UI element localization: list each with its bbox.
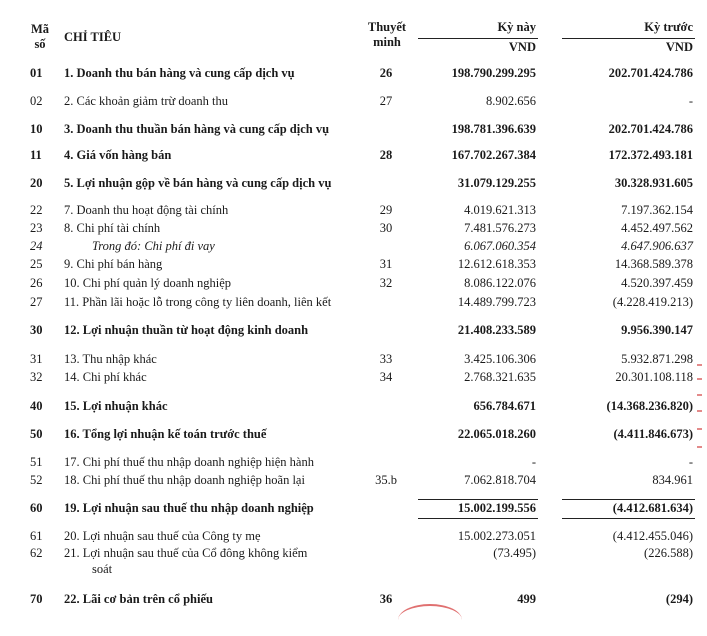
row-current-value: 3.425.106.306 [464, 352, 536, 366]
row-code: 40 [30, 399, 43, 413]
row-label: 5. Lợi nhuận gộp về bán hàng và cung cấp dịch vụ [64, 176, 332, 190]
row-label: 3. Doanh thu thuần bán hàng và cung cấp dịch vụ [64, 122, 330, 136]
row-note: 27 [379, 94, 393, 108]
header-chi-tieu: CHỈ TIÊU [64, 30, 122, 44]
row-previous-value: (4.228.419.213) [612, 295, 693, 309]
row-code: 23 [30, 221, 43, 235]
row-current-value: 8.902.656 [486, 94, 536, 108]
row-code: 62 [30, 546, 43, 560]
total-rule-previous-top [562, 499, 695, 500]
row-code: 02 [30, 94, 43, 108]
header-ky-nay-unit: VND [508, 40, 536, 54]
row-label: 16. Tổng lợi nhuận kế toán trước thuế [64, 427, 267, 441]
header-ky-nay: Kỳ này [497, 20, 536, 34]
red-stamp-fragment [398, 604, 462, 636]
row-code: 32 [30, 370, 43, 384]
row-current-value: 656.784.671 [473, 399, 536, 413]
row-code: 27 [30, 295, 43, 309]
row-note: 33 [379, 352, 393, 366]
row-previous-value: (226.588) [644, 546, 693, 560]
row-previous-value: 14.368.589.378 [614, 257, 693, 271]
red-margin-marks [693, 364, 707, 459]
row-previous-value: (294) [665, 592, 693, 606]
margin-mark [697, 378, 702, 380]
row-code: 50 [30, 427, 43, 441]
header-ky-truoc-unit: VND [665, 40, 693, 54]
total-rule-current-bottom [418, 518, 538, 519]
row-label: 2. Các khoản giảm trừ doanh thu [64, 94, 229, 108]
row-previous-value: (14.368.236.820) [606, 399, 693, 413]
row-label: Trong đó: Chi phí đi vay [92, 239, 215, 253]
row-code: 51 [30, 455, 43, 469]
row-code: 61 [30, 529, 43, 543]
row-code: 25 [30, 257, 43, 271]
row-code: 20 [30, 176, 43, 190]
row-current-value: 2.768.321.635 [464, 370, 536, 384]
row-current-value: 7.481.576.273 [464, 221, 536, 235]
margin-mark [697, 394, 702, 396]
row-note: 26 [379, 66, 393, 80]
row-previous-value: 20.301.108.118 [615, 370, 693, 384]
row-label: 7. Doanh thu hoạt động tài chính [64, 203, 229, 217]
row-label: 8. Chi phí tài chính [64, 221, 161, 235]
row-previous-value: (4.411.846.673) [613, 427, 693, 441]
row-code: 01 [30, 66, 43, 80]
row-previous-value: 7.197.362.154 [621, 203, 693, 217]
row-previous-value: 4.520.397.459 [621, 276, 693, 290]
row-previous-value: - [688, 455, 693, 469]
row-label: 9. Chi phí bán hàng [64, 257, 163, 271]
row-label: 14. Chi phí khác [64, 370, 147, 384]
row-code: 10 [30, 122, 43, 136]
row-note: 29 [379, 203, 393, 217]
row-previous-value: 202.701.424.786 [608, 122, 693, 136]
row-current-value: 7.062.818.704 [464, 473, 536, 487]
row-previous-value: 4.647.906.637 [621, 239, 693, 253]
row-note: 31 [379, 257, 393, 271]
row-code: 11 [30, 148, 42, 162]
row-code: 60 [30, 501, 43, 515]
row-label: 15. Lợi nhuận khác [64, 399, 168, 413]
row-current-value: 6.067.060.354 [464, 239, 536, 253]
row-current-value: 167.702.267.384 [451, 148, 536, 162]
header-thuyet-minh [362, 20, 412, 50]
row-previous-value: - [688, 94, 693, 108]
row-label: 17. Chi phí thuế thu nhập doanh nghiệp hiện hành [64, 455, 314, 469]
row-label: 1. Doanh thu bán hàng và cung cấp dịch vụ [64, 66, 295, 80]
row-label: 20. Lợi nhuận sau thuế của Công ty mẹ [64, 529, 261, 543]
row-code: 30 [30, 323, 43, 337]
row-code: 26 [30, 276, 43, 290]
row-label: 21. Lợi nhuận sau thuế của Cổ đông không kiểm [64, 546, 308, 560]
row-previous-value: (4.412.681.634) [612, 501, 693, 515]
row-label: 22. Lãi cơ bản trên cổ phiếu [64, 592, 213, 606]
row-previous-value: 4.452.497.562 [621, 221, 693, 235]
row-current-value: 14.489.799.723 [457, 295, 536, 309]
row-note: 28 [379, 148, 393, 162]
header-ky-nay-rule [418, 38, 538, 39]
row-current-value: 31.079.129.255 [457, 176, 536, 190]
row-previous-value: 834.961 [652, 473, 693, 487]
row-label-continued: soát [92, 562, 113, 576]
row-note: 34 [379, 370, 393, 384]
row-current-value: 22.065.018.260 [457, 427, 536, 441]
margin-mark [697, 410, 702, 412]
row-label: 4. Giá vốn hàng bán [64, 148, 172, 162]
header-thuyet-minh-line1: Thuyết [367, 20, 407, 34]
row-current-value: 12.612.618.353 [457, 257, 536, 271]
header-ma-so [28, 22, 52, 52]
row-previous-value: 5.932.871.298 [621, 352, 693, 366]
row-note: 36 [379, 592, 393, 606]
row-label: 13. Thu nhập khác [64, 352, 157, 366]
row-label: 19. Lợi nhuận sau thuế thu nhập doanh nghiệp [64, 501, 314, 515]
row-code: 22 [30, 203, 43, 217]
row-label: 18. Chi phí thuế thu nhập doanh nghiệp hoãn lại [64, 473, 305, 487]
row-current-value: 198.781.396.639 [451, 122, 536, 136]
row-previous-value: 9.956.390.147 [621, 323, 693, 337]
row-note: 32 [379, 276, 393, 290]
margin-mark [697, 428, 702, 430]
row-current-value: 15.002.199.556 [457, 501, 536, 515]
row-code: 31 [30, 352, 43, 366]
row-current-value: 4.019.621.313 [464, 203, 536, 217]
total-rule-current-top [418, 499, 538, 500]
row-previous-value: 172.372.493.181 [608, 148, 693, 162]
row-current-value: 15.002.273.051 [457, 529, 536, 543]
row-code: 70 [30, 592, 43, 606]
row-code: 24 [30, 239, 43, 253]
row-current-value: 198.790.299.295 [451, 66, 536, 80]
header-ky-truoc: Kỳ trước [644, 20, 693, 34]
row-current-value: - [531, 455, 536, 469]
row-note: 35.b [375, 473, 397, 487]
row-current-value: 8.086.122.076 [464, 276, 536, 290]
row-previous-value: 202.701.424.786 [608, 66, 693, 80]
header-ma-so-line2: số [34, 37, 46, 51]
margin-mark [697, 446, 702, 448]
row-current-value: 21.408.233.589 [457, 323, 536, 337]
header-ky-truoc-rule [562, 38, 695, 39]
row-note: 30 [379, 221, 393, 235]
header-ma-so-line1: Mã [30, 22, 50, 36]
total-rule-previous-bottom [562, 518, 695, 519]
row-label: 11. Phần lãi hoặc lỗ trong công ty liên doanh, liên kết [64, 295, 332, 309]
row-current-value: (73.495) [493, 546, 536, 560]
header-thuyet-minh-line2: minh [373, 35, 401, 49]
row-current-value: 499 [517, 592, 536, 606]
row-previous-value: (4.412.455.046) [612, 529, 693, 543]
margin-mark [697, 364, 702, 366]
row-previous-value: 30.328.931.605 [614, 176, 693, 190]
row-code: 52 [30, 473, 43, 487]
row-label: 12. Lợi nhuận thuần từ hoạt động kinh doanh [64, 323, 309, 337]
row-label: 10. Chi phí quản lý doanh nghiệp [64, 276, 231, 290]
